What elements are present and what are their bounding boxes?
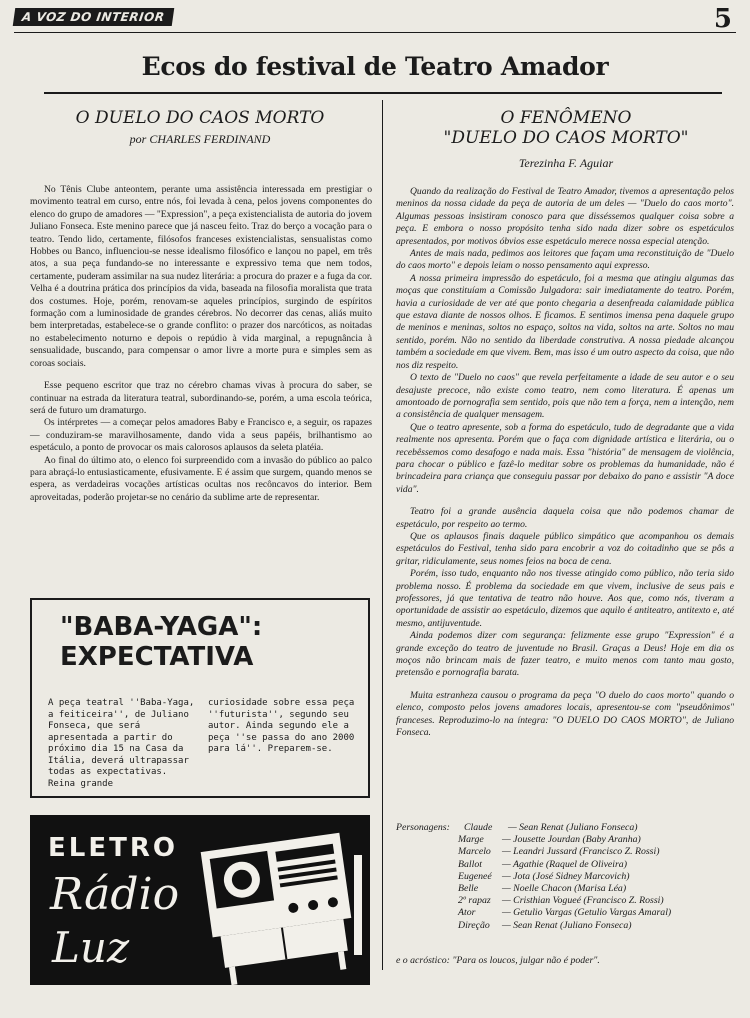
- cast-actor: — Agathie (Raquel de Oliveira): [502, 858, 627, 870]
- ad-word-eletro: ELETRO: [48, 833, 178, 863]
- right-paragraph: Ainda podemos dizer com segurança: felizmente esse grupo "Expression" é a grande exceção do teatro de juventude no Brasil. Graças a Deus! Hoje em dia os moços não brincam mais de fazer teatro, e muito menos com tanto mau gosto, pretensão e pornografia barata.: [396, 630, 734, 679]
- box-text-col2: curiosidade sobre essa peça ''futurista'', segundo seu autor. Ainda segundo ele a peça ''se passa do ano 2000 para lá''. Preparem-se.: [208, 698, 355, 754]
- left-paragraph: Ao final do último ato, o elenco foi surpreendido com a invasão do público ao palco para abraçá-lo entusiasticamente, efusivamente. E é assim que surgem, quando menos se espera, as verdadeiras vocações artísticas ocultas nos recôncavos do interior. Bem aproveitadas, poderão projetar-se no cenário da sublime arte de representar.: [30, 454, 372, 503]
- right-paragraph: O texto de "Duelo no caos" que revela perfeitamente a idade de seu autor e o seu desajuste precoce, não existe como teatro, nem como literatura. É apenas um amontoado de pornografia sem sentido, pois que não tem a força, nem a intenção, nem a consistência de qualquer mensagem.: [396, 372, 734, 421]
- cast-role: Claude: [464, 822, 493, 833]
- cast-actor: — Jousette Jourdan (Baby Aranha): [502, 834, 641, 846]
- cast-role: Eugeneé: [458, 870, 492, 882]
- left-paragraph: Os intérpretes — a começar pelos amadores Baby e Francisco e, a seguir, os rapazes — conduziram-se maravilhosamente, dando vida a seus papéis, brilhantismo ao espetáculo, a ponto de provocar os mais calorosos aplausos da seleta platéia.: [30, 417, 372, 454]
- cast-role: Direção: [458, 919, 490, 931]
- right-article-byline: Terezinha F. Aguiar: [518, 156, 614, 170]
- cast-role: Ballot: [458, 858, 482, 870]
- cast-actor: — Sean Renat (Juliano Fonseca): [502, 919, 632, 931]
- left-article-title: O DUELO DO CAOS MORTO: [75, 108, 325, 128]
- left-paragraph: Esse pequeno escritor que traz no cérebro chamas vivas à procura do saber, se continuar na estrada da literatura teatral, subordinando-se, porém, a uma escola teórica, será de futuro um dramaturgo.: [30, 380, 372, 416]
- ad-word-luz: Luz: [52, 923, 130, 972]
- left-paragraph: No Tênis Clube anteontem, perante uma assistência interessada em prestigiar o movimento teatral em curso, entre nós, foi levada à cena, pelos jovens componentes do elenco do grupo de amadores — "Expression", a peça existencialista de autoria do jovem Juliano Fonseca. Este menino parece que já nasceu feito. Traz do berço a vocação para o teatro. Tendo lido, certamente, filósofos franceses existencialistas, sensualistas como Hobbes ou Banco, influenciou-se nesse idealismo filosófico e lançou no papel, em três atos, a sua peça fundando-se no interessante e expressivo tema que nem todos, certamente, puderam assimilar na sua nudez literária: a procura do prazer e a fuga da cor. Velha é a doutrina prática dos princípios da vida, baseada na filosofia moralista que trata dos costumes. Hoje, porém, renovam-se aqueles princípios, surgindo de espíritos formação com a luminosidade de grandes cérebros. No decorrer das cenas, aliás muito bem interpretadas, estabelece-se o grande conflito: o prazer dos narcóticos, as noitadas no estabelecimento noturno e depois o repúdio à vida marginal, a repugnância à sensualidade, buscando, para compensar o amor livre a morte pura e simples sem as coroas sociais.: [30, 184, 372, 369]
- left-article-body: [30, 184, 372, 504]
- headline-rule: [44, 92, 722, 94]
- box-title: "BABA-YAGA": EXPECTATIVA: [60, 612, 263, 672]
- cast-role: Belle: [458, 883, 479, 895]
- right-paragraph: Que o teatro apresente, sob a forma do espetáculo, tudo de degradante que a vida realmente nos apresenta. Porém que o faça com dignidade artística e literária, ou o recebêssemos como desafogo e nada mais. Essa "história" de mensagem de violência, para chocar o público e fazê-lo meditar sobre os problemas da humanidade, não é brincadeira para criança que conseguiu passar por debaixo do pano e assistir "A doce vida".: [396, 421, 734, 495]
- cast-list: [396, 822, 736, 932]
- column-divider: [382, 100, 383, 970]
- masthead: A VOZ DO INTERIOR: [14, 8, 192, 28]
- right-paragraph: Teatro foi a grande ausência daquela coisa que não podemos chamar de espetáculo, por respeito ao termo.: [396, 506, 734, 530]
- cast-row: [396, 907, 736, 919]
- right-paragraph: Que os aplausos finais daquele público simpático que acompanhou os demais espetáculos do Festival, tenha sido para encobrir a voz do coitadinho que se pôs a gritar, ridiculamente, seus nomes feios na boca de cena.: [396, 530, 734, 567]
- right-paragraph: Muita estranheza causou o programa da peça "O duelo do caos morto" quando o elenco, composto pelos jovens amadores locais, apresentou-se com "pseudônimos" franceses. Reproduzimo-lo na íntegra: "O DUELO DO CAOS MORTO", de Juliano Fonseca.: [396, 689, 734, 739]
- cast-actor: — Getulio Vargas (Getulio Vargas Amaral): [502, 907, 672, 919]
- right-paragraph: Antes de mais nada, pedimos aos leitores que façam uma reconstituição de "Duelo do caos morto" e depois leiam o nosso pensamento aqui expresso.: [396, 248, 734, 272]
- page-number: 5: [713, 4, 732, 34]
- cast-actor: — Noelle Chacon (Marisa Léa): [502, 883, 627, 895]
- cast-row: [396, 846, 736, 858]
- cast-role: Ator: [458, 907, 476, 919]
- acrostic-line: e o acróstico: "Para os loucos, julgar não é poder".: [396, 955, 600, 966]
- cast-role: Marcelo: [458, 846, 491, 858]
- cast-label: Personagens:: [396, 822, 450, 833]
- cast-row: [396, 822, 736, 834]
- right-article-title-line1: O FENÔMENO: [500, 108, 632, 128]
- cast-row: [396, 920, 736, 932]
- right-paragraph: Porém, isso tudo, enquanto não nos tivesse atingido como público, não teria sido problema nosso. É problema da sociedade em que vivem, inclusive de seus pais e professores, já que tentativa de teatro não houve. Aos que, como nós, tiveram a oportunidade de assistir ao espetáculo, dizemos que aquilo é antiteatro, antitexto e, até mesmo, antijuventude.: [396, 568, 734, 629]
- cast-row: [396, 883, 736, 895]
- cast-row: [396, 871, 736, 883]
- cast-actor: — Cristhian Vogueé (Francisco Z. Rossi): [502, 895, 664, 907]
- right-article-title-line2: "DUELO DO CAOS MORTO": [443, 128, 689, 148]
- cast-role: Marge: [458, 834, 484, 846]
- page-headline: Ecos do festival de Teatro Amador: [141, 52, 609, 81]
- top-rule: [14, 32, 736, 33]
- eletro-radio-luz-ad: [30, 815, 370, 985]
- cast-actor: — Jota (José Sidney Marcovich): [502, 870, 630, 882]
- box-text-col1: A peça teatral ''Baba-Yaga, a feiticeira'', de Juliano Fonseca, que será apresentada a partir do próximo dia 15 na Casa da Itália, deverá ultrapassar todas as expectativas. Reina grande: [48, 698, 195, 789]
- cast-role: 2º rapaz: [458, 895, 491, 907]
- cast-actor: — Sean Renat (Juliano Fonseca): [508, 822, 638, 833]
- cast-actor: — Leandri Jussard (Francisco Z. Rossi): [502, 846, 660, 858]
- cast-row: [396, 859, 736, 871]
- right-article-body: [396, 186, 734, 739]
- right-paragraph: A nossa primeira impressão do espetáculo, foi a mesma que atingiu algumas das moças que constituíam a Comissão Julgadora: sair imediatamente do teatro. Porém, havia a curiosidade de ver até que ponto chegaria a desenfreada calamidade pública que estava diante de nossos olhos. E ficamos. E sentimos imensa pena daquele grupo de meninos e meninas, soltos no espaço, soltos na vida, soltos na arte. Soltos no mau sentido, porém. Não no sentido da liberdade construtiva. A nossa piedade alcançou também a sociedade em que vivem. Bem, mas isso é um outro aspecto da coisa, que não nos diz respeito.: [396, 272, 734, 371]
- cast-row: [396, 834, 736, 846]
- left-article-byline: por CHARLES FERDINAND: [129, 132, 271, 146]
- right-paragraph: Quando da realização do Festival de Teatro Amador, tivemos a apresentação pelos meninos da nossa cidade da peça de autoria de um deles — "Duelo do caos morto". Algumas pessoas insistiram conosco para que disséssemos qualquer coisa sobre a peça. E embora o nosso propósito tenha sido nada dizer sobre os espetáculos apresentados, por motivos óbvios esse espetáculo merece nossa especial atenção.: [396, 186, 734, 247]
- ad-word-radio: Rádio: [50, 869, 180, 920]
- cast-row: [396, 895, 736, 907]
